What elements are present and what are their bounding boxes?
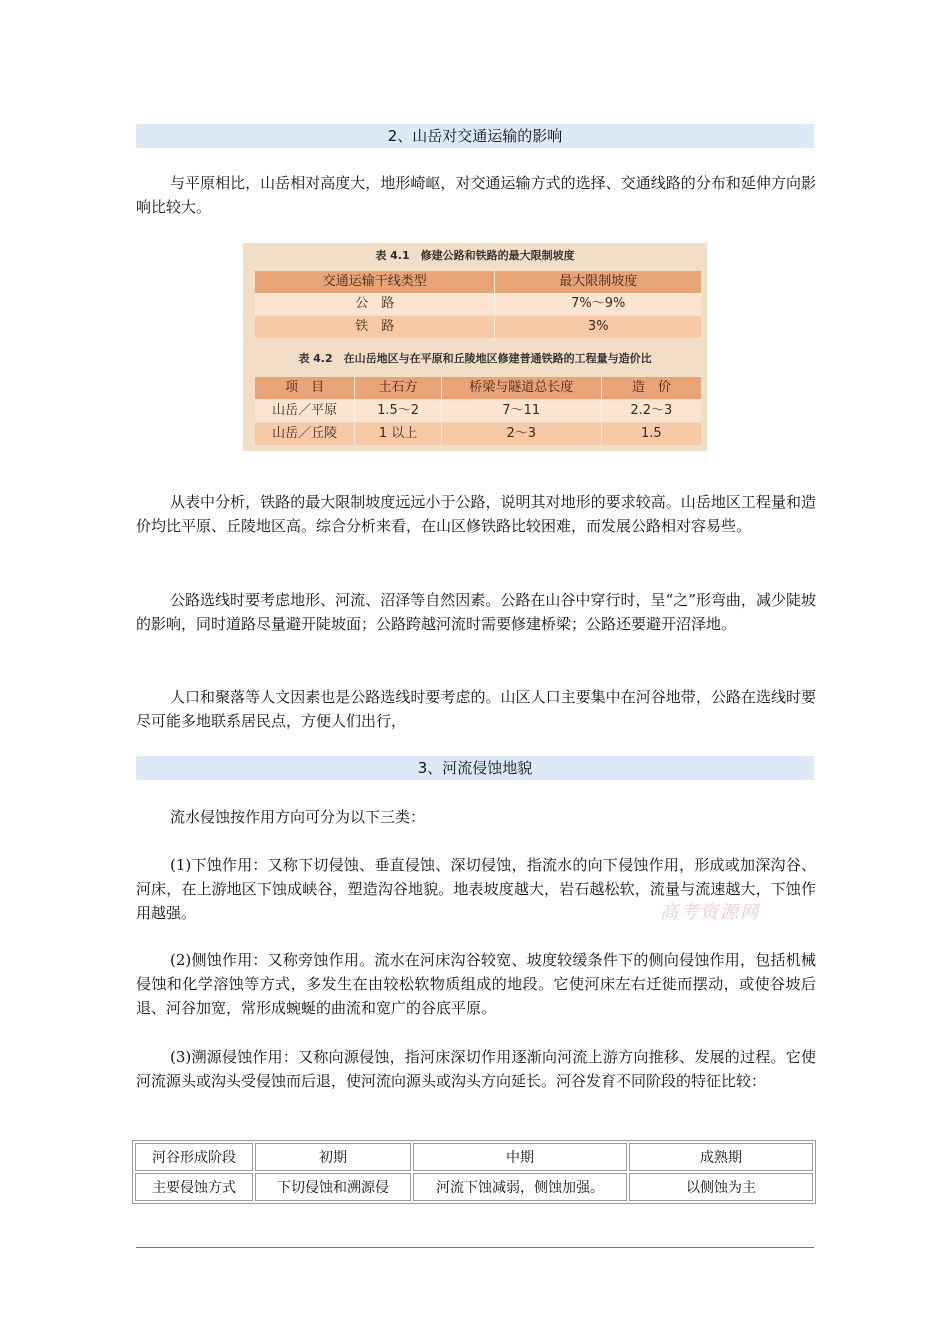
watermark: 高考资源网 bbox=[660, 902, 760, 923]
section-title-2: 2、山岳对交通运输的影响 bbox=[136, 124, 814, 148]
paragraph-lateral-erosion: (2)侧蚀作用：又称旁蚀作用。流水在河床沟谷较宽、坡度较缓条件下的侧向侵蚀作用，包括机械侵蚀和化学溶蚀等方式，多发生在由较松软物质组成的地段。它使河床左右迁徙而摆动，或使谷坡后退、河谷加宽，常形成蜿蜒的曲流和宽广的谷底平原。 bbox=[136, 951, 816, 1017]
table-4-1-header bbox=[255, 271, 701, 293]
table-4-2-cell: 2～3 bbox=[441, 423, 601, 445]
paragraph-mountain-transport: 与平原相比，山岳相对高度大，地形崎岖，对交通运输方式的选择、交通线路的分布和延伸方向影响比较大。 bbox=[136, 174, 816, 216]
table-4-2-cell: 山岳／丘陵 bbox=[272, 426, 338, 441]
valley-stage-table bbox=[132, 1140, 816, 1204]
table-4-2-row bbox=[255, 400, 701, 422]
table-4-2-header-cell: 造 价 bbox=[601, 377, 701, 399]
table-header-row bbox=[135, 1143, 813, 1171]
table-4-2-cell: 1.5～2 bbox=[354, 400, 440, 422]
table-4-1-header-cell: 交通运输干线类型 bbox=[322, 274, 427, 289]
textbook-table-image bbox=[243, 243, 707, 451]
table-4-2-header bbox=[255, 377, 701, 399]
table-4-1-row bbox=[255, 316, 701, 338]
section-title-3: 3、河流侵蚀地貌 bbox=[136, 756, 814, 780]
table-row bbox=[135, 1173, 813, 1201]
table-header-cell: 成熟期 bbox=[629, 1143, 813, 1171]
table-4-1-row bbox=[255, 293, 701, 315]
table-4-1-caption: 表 4.1 修建公路和铁路的最大限制坡度 bbox=[375, 249, 575, 262]
table-cell: 主要侵蚀方式 bbox=[135, 1173, 253, 1201]
table-4-2-header-cell: 桥梁与隧道总长度 bbox=[441, 377, 601, 399]
paragraph-erosion-intro: 流水侵蚀按作用方向可分为以下三类： bbox=[170, 808, 426, 826]
table-4-2-header-cell: 土石方 bbox=[354, 377, 440, 399]
paragraph-downcutting: (1)下蚀作用：又称下切侵蚀、垂直侵蚀、深切侵蚀，指流水的向下侵蚀作用，形成或加深沟谷、河床，在上游地区下蚀成峡谷，塑造沟谷地貌。地表坡度越大，岩石越松软，流量与流速越大，下蚀作用越强。 bbox=[136, 856, 816, 922]
table-4-1-cell: 公 路 bbox=[355, 296, 395, 311]
table-header-cell: 初期 bbox=[255, 1143, 411, 1171]
table-header-cell: 河谷形成阶段 bbox=[135, 1143, 253, 1171]
table-4-2-header-cell: 项 目 bbox=[285, 380, 325, 395]
table-4-2-cell: 2.2～3 bbox=[601, 400, 701, 422]
paragraph-table-analysis: 从表中分析，铁路的最大限制坡度远远小于公路，说明其对地形的要求较高。山岳地区工程量和造价均比平原、丘陵地区高。综合分析来看，在山区修铁路比较困难，而发展公路相对容易些。 bbox=[136, 493, 816, 535]
table-4-2-cell: 1.5 bbox=[601, 423, 701, 445]
table-header-cell: 中期 bbox=[413, 1143, 627, 1171]
table-4-1-cell: 铁 路 bbox=[355, 319, 395, 334]
footer-divider bbox=[136, 1247, 814, 1248]
table-4-2-caption: 表 4.2 在山岳地区与在平原和丘陵地区修建普通铁路的工程量与造价比 bbox=[298, 352, 652, 365]
paragraph-natural-factors: 公路选线时要考虑地形、河流、沼泽等自然因素。公路在山谷中穿行时，呈“之”形弯曲，减少陡坡的影响，同时道路尽量避开陡坡面；公路跨越河流时需要修建桥梁；公路还要避开沼泽地。 bbox=[136, 591, 816, 633]
table-4-1-header-cell: 最大限制坡度 bbox=[494, 271, 701, 293]
table-4-2-row bbox=[255, 423, 701, 445]
paragraph-human-factors: 人口和聚落等人文因素也是公路选线时要考虑的。山区人口主要集中在河谷地带，公路在选线时要尽可能多地联系居民点，方便人们出行， bbox=[136, 688, 816, 730]
table-4-2-cell: 山岳／平原 bbox=[272, 403, 338, 418]
table-4-1-cell: 3% bbox=[494, 316, 701, 338]
paragraph-headward-erosion: (3)溯源侵蚀作用：又称向源侵蚀，指河床深切作用逐渐向河流上游方向推移、发展的过程。它使河流源头或沟头受侵蚀而后退，使河流向源头或沟头方向延长。河谷发育不同阶段的特征比较： bbox=[136, 1048, 816, 1090]
table-4-2-cell: 1 以上 bbox=[354, 423, 440, 445]
table-cell: 下切侵蚀和溯源侵 bbox=[255, 1173, 411, 1201]
table-4-2-cell: 7～11 bbox=[441, 400, 601, 422]
table-4-1-cell: 7%～9% bbox=[494, 293, 701, 315]
table-cell: 以侧蚀为主 bbox=[629, 1173, 813, 1201]
table-cell: 河流下蚀减弱，侧蚀加强。 bbox=[413, 1173, 627, 1201]
